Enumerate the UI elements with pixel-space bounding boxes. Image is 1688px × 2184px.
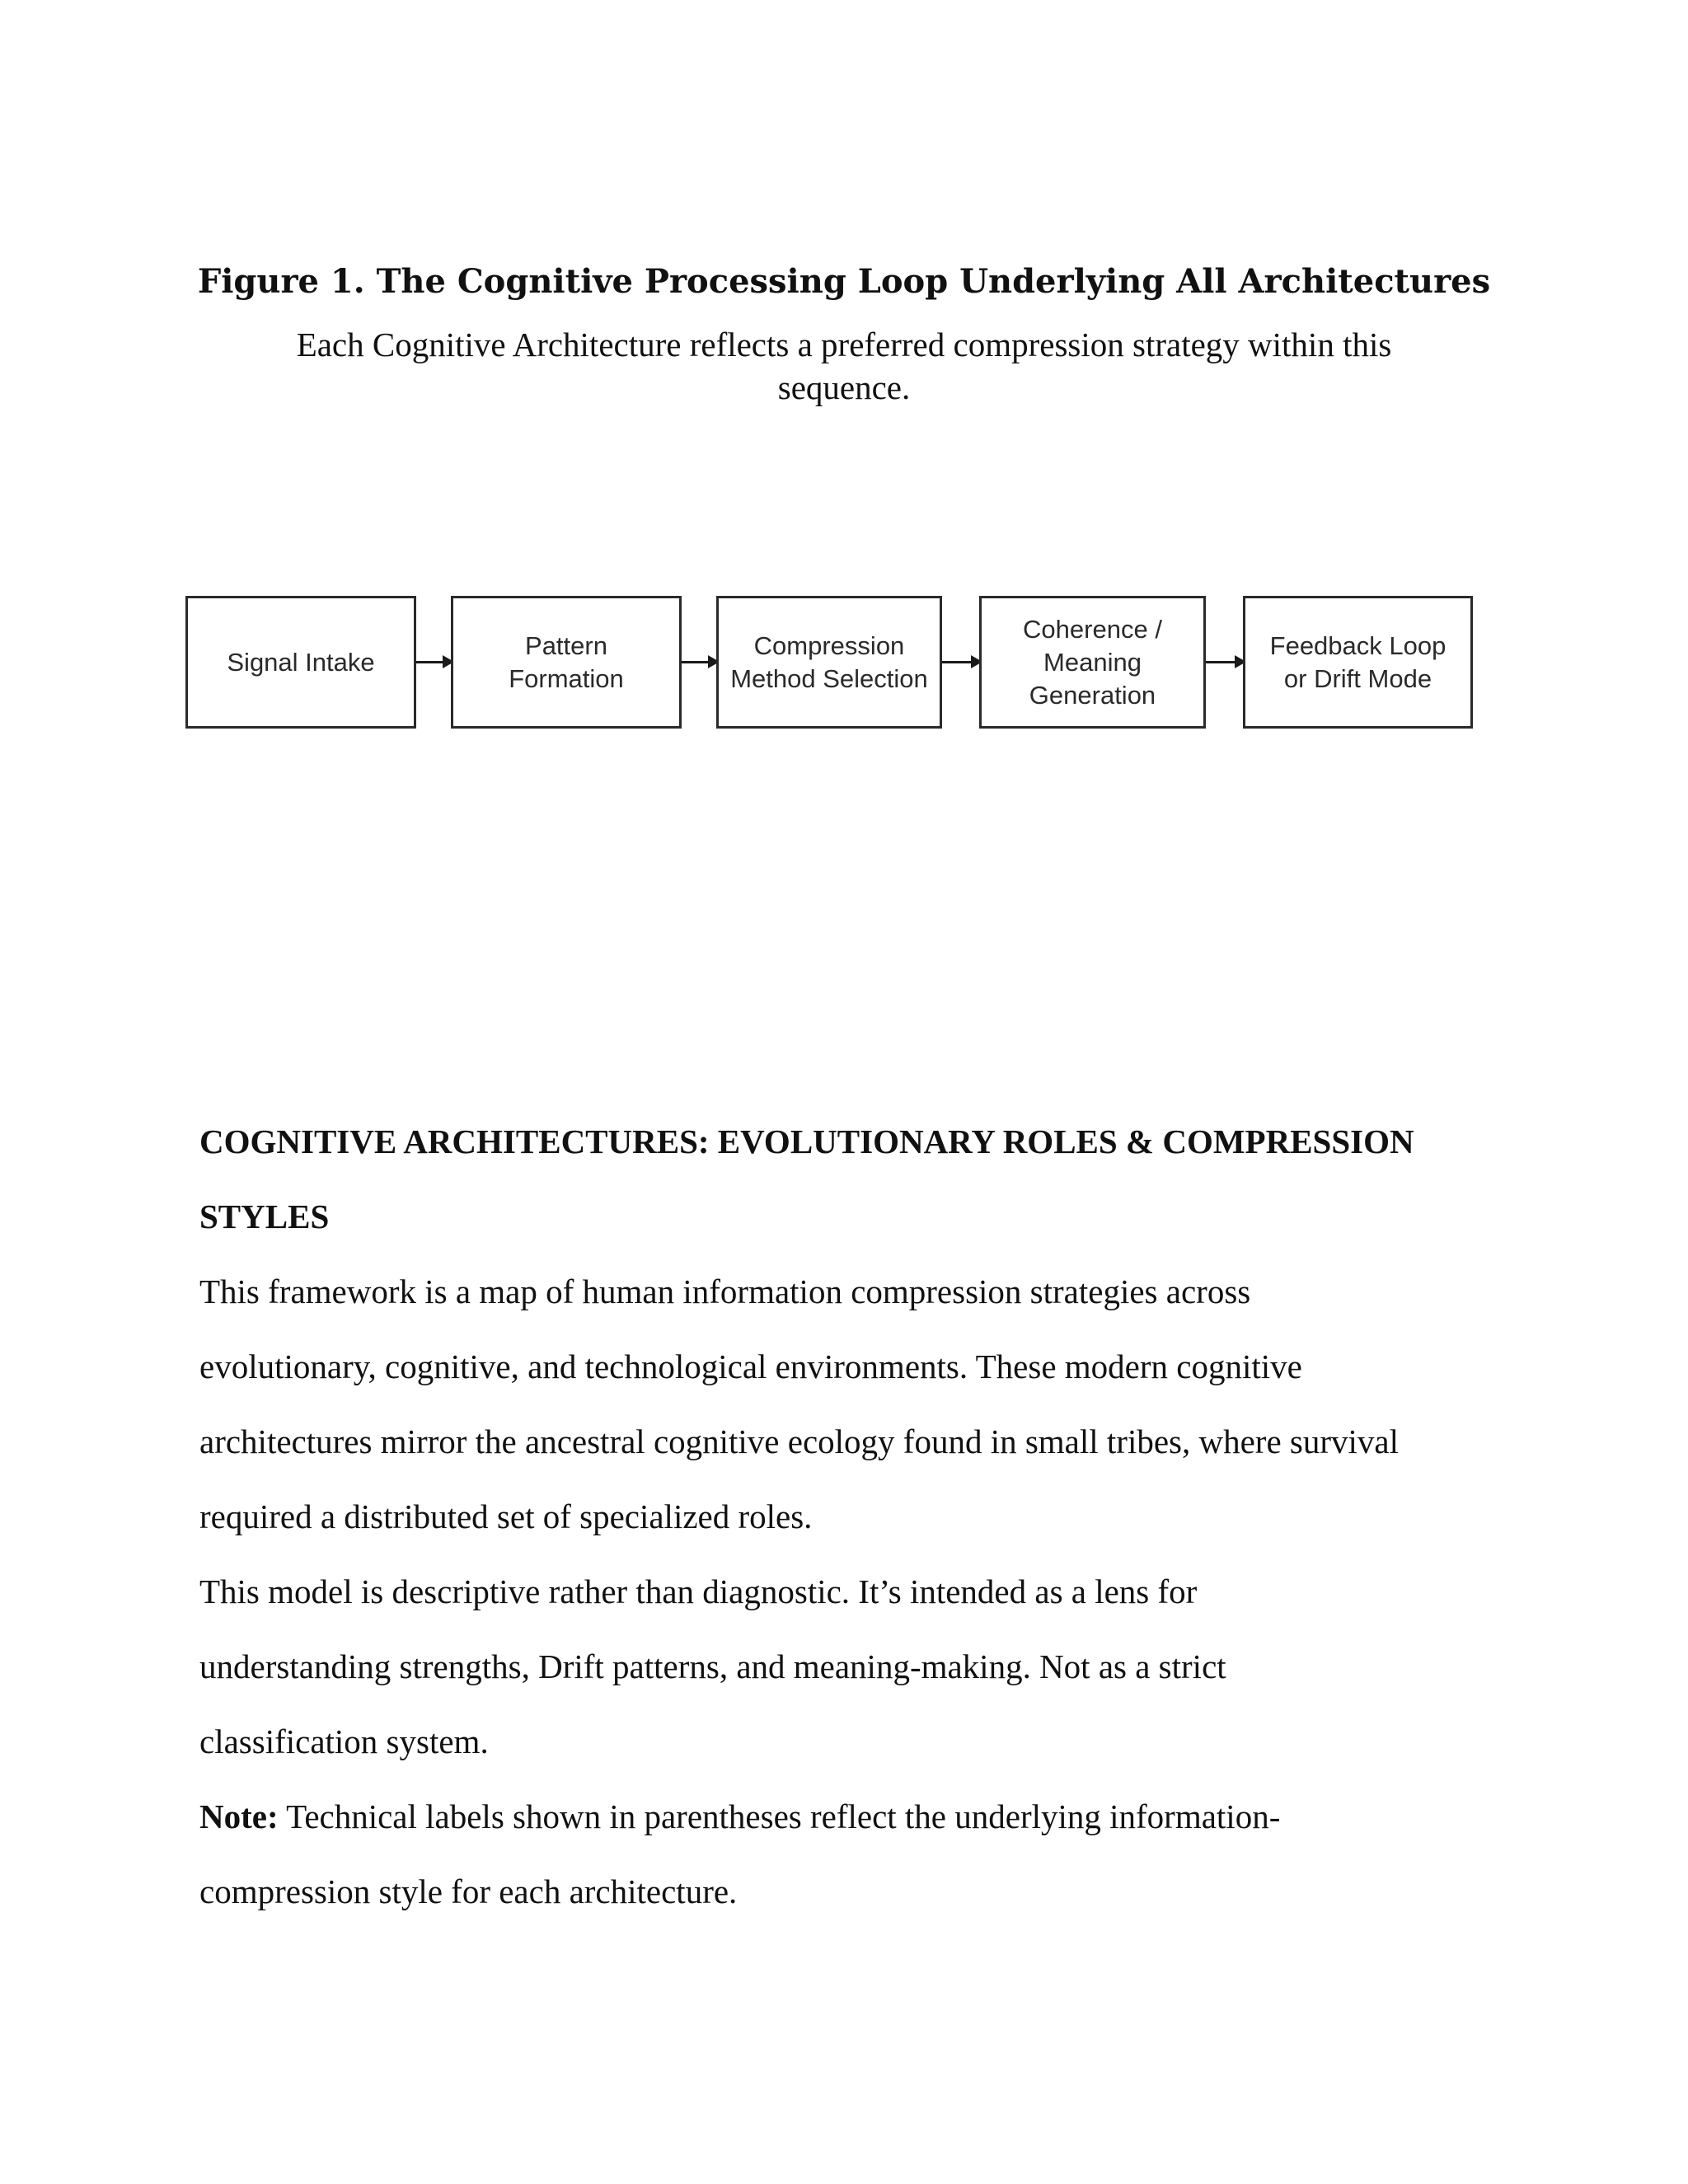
descriptive-paragraph [199,1554,1526,1779]
section-heading-line: COGNITIVE ARCHITECTURES: EVOLUTIONARY ROLES & COMPRESSION [199,1122,1414,1160]
figure-caption-line: Each Cognitive Architecture reflects a preferred compression strategy within this [296,326,1392,363]
diagram-step-compression-method-selection: Compression Method Selection [716,596,942,729]
diagram-step-pattern-formation: Pattern Formation [451,596,682,729]
diagram-arrow-right [682,661,716,663]
paragraph-line: This framework is a map of human information compression strategies across [199,1272,1251,1310]
paragraph-line: required a distributed set of specialized roles. [199,1497,813,1535]
paragraph-line: This model is descriptive rather than diagnostic. It’s intended as a lens for [199,1572,1198,1610]
diagram-arrow-right [416,661,451,663]
diagram-step-feedback-loop-drift-mode: Feedback Loop or Drift Mode [1243,596,1473,729]
figure-caption-line: sequence. [777,368,911,406]
figure-title: Figure 1. The Cognitive Processing Loop Underlying All Architectures [197,262,1491,301]
paragraph-line: compression style for each architecture. [199,1872,738,1910]
paragraph-line: evolutionary, cognitive, and technological environments. These modern cognitive [199,1347,1302,1385]
note-label: Note: [199,1797,279,1835]
paragraph-line: understanding strengths, Drift patterns, and meaning-making. Not as a strict [199,1647,1226,1685]
diagram-arrow-right [942,661,979,663]
diagram-arrow-right [1206,661,1243,663]
note-paragraph [199,1779,1526,1929]
section-heading-line: STYLES [199,1197,330,1235]
paragraph-line: architectures mirror the ancestral cognitive ecology found in small tribes, where survival [199,1422,1399,1460]
section-heading [199,1104,1518,1254]
intro-paragraph [199,1254,1526,1554]
diagram-step-coherence-meaning-generation: Coherence / Meaning Generation [979,596,1206,729]
paragraph-line [199,1779,1526,1854]
figure-caption [247,323,1441,409]
paragraph-line: classification system. [199,1722,489,1760]
diagram-step-signal-intake: Signal Intake [185,596,416,729]
note-text: Technical labels shown in parentheses reflect the underlying information- [278,1797,1281,1835]
